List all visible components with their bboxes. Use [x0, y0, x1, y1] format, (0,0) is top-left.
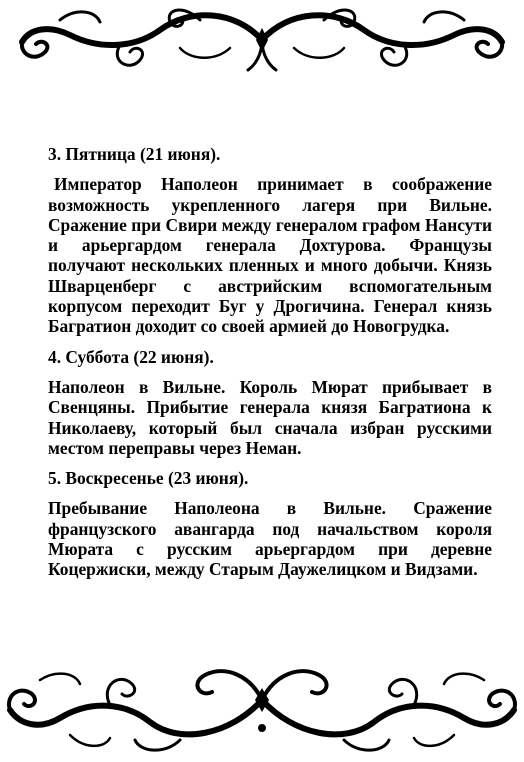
document-body: [48, 144, 492, 590]
entry-heading: 5. Воскресенье (23 июня).: [48, 468, 249, 489]
entry-heading: 4. Суббота (22 июня).: [48, 346, 214, 367]
entry-paragraph: Император Наполеон принимает в соображение возможность укрепленного лагеря при Вильне. Сражение при Свири между генералом графом Нансути и арьергардом генерала Дохтурова. Французы получают нескольких пленных и много добычи. Князь Шварценберг с австрийским вспомогательным корпусом переходит Буг у Дрогичина. Генерал князь Багратион доходит со своей армией до Новогрудка.: [48, 174, 492, 337]
entry-heading: 3. Пятница (21 июня).: [48, 144, 221, 164]
top-flourish-ornament: [0, 0, 524, 80]
entry-section: [48, 347, 492, 458]
bottom-flourish-ornament: [0, 650, 524, 762]
entry-section: [48, 144, 492, 337]
entry-section: [48, 468, 492, 579]
entry-paragraph: Наполеон в Вильне. Король Мюрат прибывает в Свенцяны. Прибытие генерала князя Багратиона к Николаеву, который был сначала избран русскими местом переправы через Неман.: [48, 376, 492, 458]
entry-paragraph: Пребывание Наполеона в Вильне. Сражение французского авангарда под начальством короля Мюрата с русским арьергардом при деревне Коцержиски, между Старым Даужелицком и Видзами.: [48, 498, 492, 580]
